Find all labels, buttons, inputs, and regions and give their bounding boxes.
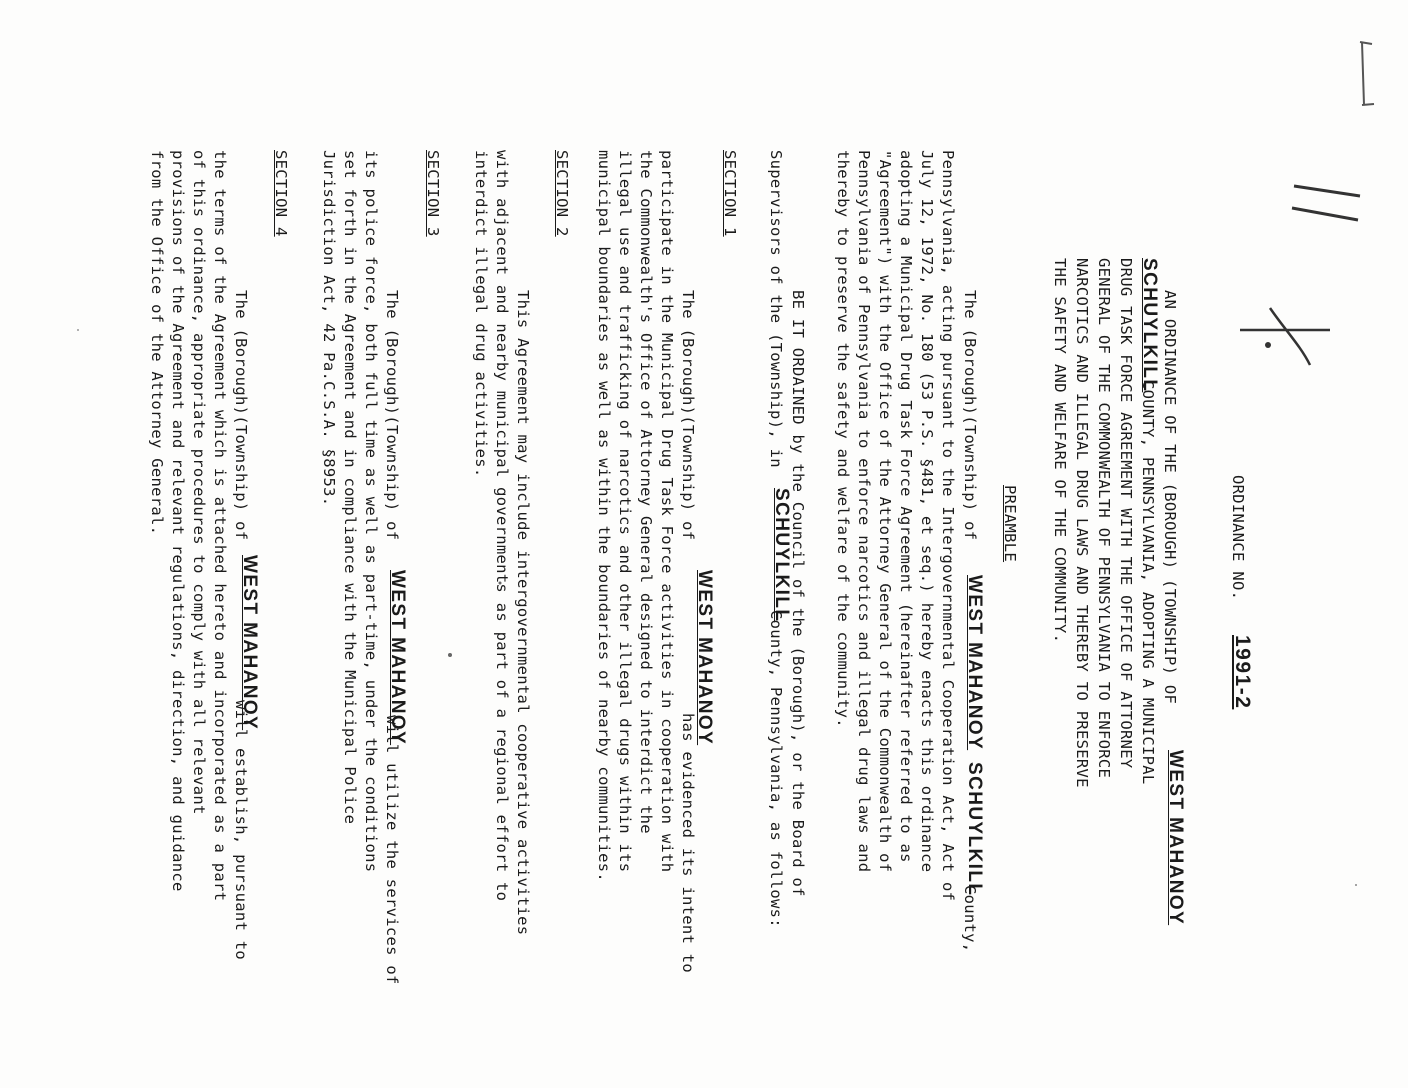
ordain-line-3: County, Pennsylvania, as follows: xyxy=(767,610,785,928)
section-1-line-2: participate in the Municipal Drug Task Force activities in cooperation with xyxy=(658,150,676,873)
section-1-line-4: illegal use and trafficking of narcotics and other illegal drugs within its xyxy=(616,150,634,873)
section-2-line-1: This Agreement may include intergovernmental cooperative activities xyxy=(514,290,532,936)
section-1-line-5: municipal boundaries as well as within the boundaries of nearby communities. xyxy=(595,150,613,883)
preamble-heading: PREAMBLE xyxy=(1001,485,1019,563)
section-4-line-1: The (Borough)(Township) of xyxy=(232,290,250,541)
section-3-line-2: its police force, both full time as well as part-time, under the conditions xyxy=(362,150,380,873)
section-2-line-3: interdict illegal drug activities. xyxy=(472,150,490,478)
title-line-4: GENERAL OF THE COMMONWEALTH OF PENNSYLVANIA TO ENFORCE xyxy=(1095,258,1113,779)
title-line-5: NARCOTICS AND ILLEGAL DRUG LAWS AND THEREBY TO PRESERVE xyxy=(1073,258,1091,788)
ordain-county-fill: SCHUYLKILL xyxy=(771,488,792,623)
section-1-line-1b: has evidenced its intent to xyxy=(679,713,697,974)
ordinance-number: 1991-2 xyxy=(1231,635,1254,710)
section-2-heading: SECTION 2 xyxy=(553,150,571,237)
title-line-2: COUNTY, PENNSYLVANIA, ADOPTING A MUNICIPAL xyxy=(1139,380,1157,785)
section-3-line-3: set forth in the Agreement and in compliance with the Municipal Police xyxy=(341,150,359,825)
preamble-line-1: The (Borough)(Township) of xyxy=(961,290,979,541)
section-4-line-3: of this ordinance, appropriate procedures to comply with all relevant xyxy=(190,150,208,815)
section-3-line-1: The (Borough)(Township) of xyxy=(383,290,401,541)
section-3-line-1b: will utilize the services of xyxy=(383,715,401,985)
section-1-heading: SECTION 1 xyxy=(721,150,739,237)
ordinance-document xyxy=(148,150,1254,1030)
title-line-3: DRUG TASK FORCE AGREEMENT WITH THE OFFICE OF ATTORNEY xyxy=(1117,258,1135,769)
preamble-line-2: Pennsylvania, acting pursuant to the Intergovernmental Cooperation Act, Act of xyxy=(939,150,957,902)
preamble-line-7: thereby to preserve the safety and welfare of the community. xyxy=(834,150,852,728)
ordain-line-1: BE IT ORDAINED by the Council of the (Borough), or the Board of xyxy=(789,290,807,897)
preamble-county-suffix: County, xyxy=(961,885,979,953)
section-4-line-1b: will establish, pursuant to xyxy=(232,700,250,961)
ordinance-label: ORDINANCE NO. xyxy=(1229,475,1247,601)
section-4-line-4: provisions of the Agreement and relevant regulations, direction, and guidance xyxy=(169,150,187,892)
section-4-heading: SECTION 4 xyxy=(272,150,290,237)
section-2-line-2: with adjacent and nearby municipal governments as part of a regional effort to xyxy=(493,150,511,902)
ordain-line-2: Supervisors of the (Township), in xyxy=(767,150,785,468)
title-line-6: THE SAFETY AND WELFARE OF THE COMMUNITY. xyxy=(1051,258,1069,644)
section-3-heading: SECTION 3 xyxy=(424,150,442,237)
section-4-municipality-fill: WEST MAHANOY xyxy=(239,555,260,731)
preamble-line-4: adopting a Municipal Drug Task Force Agreement (hereinafter referred to as xyxy=(897,150,915,863)
preamble-county-fill: SCHUYLKILL xyxy=(964,762,985,897)
preamble-municipality-fill: WEST MAHANOY xyxy=(964,575,985,751)
title-county-fill: SCHUYLKILL xyxy=(1139,258,1160,393)
section-1-line-3: the Commonwealth's Office of Attorney General designed to interdict the xyxy=(637,150,655,834)
section-3-line-4: Jurisdiction Act, 42 Pa.C.S.A. §8953. xyxy=(320,150,338,507)
section-1-municipality-fill: WEST MAHANOY xyxy=(694,570,715,746)
section-3-municipality-fill: WEST MAHANOY xyxy=(387,570,408,746)
section-4-line-2: the terms of the Agreement which is attached hereto and incorporated as a part xyxy=(211,150,229,902)
preamble-line-5: "Agreement") with the Office of the Attorney General of the Commonwealth of xyxy=(876,150,894,873)
section-4-line-5: from the Office of the Attorney General. xyxy=(148,150,166,536)
title-line-1: AN ORDINANCE OF THE (BOROUGH) (TOWNSHIP) OF xyxy=(1161,290,1179,705)
section-1-line-1: The (Borough)(Township) of xyxy=(679,290,697,541)
title-municipality-fill: WEST MAHANOY xyxy=(1165,750,1186,926)
preamble-line-3: July 12, 1972, No. 180 (53 P.S. §481, et seq.) hereby enacts this ordinance xyxy=(918,150,936,873)
preamble-line-6: Pennsylvania of Pennsylvania to enforce narcotics and illegal drug laws and xyxy=(855,150,873,873)
